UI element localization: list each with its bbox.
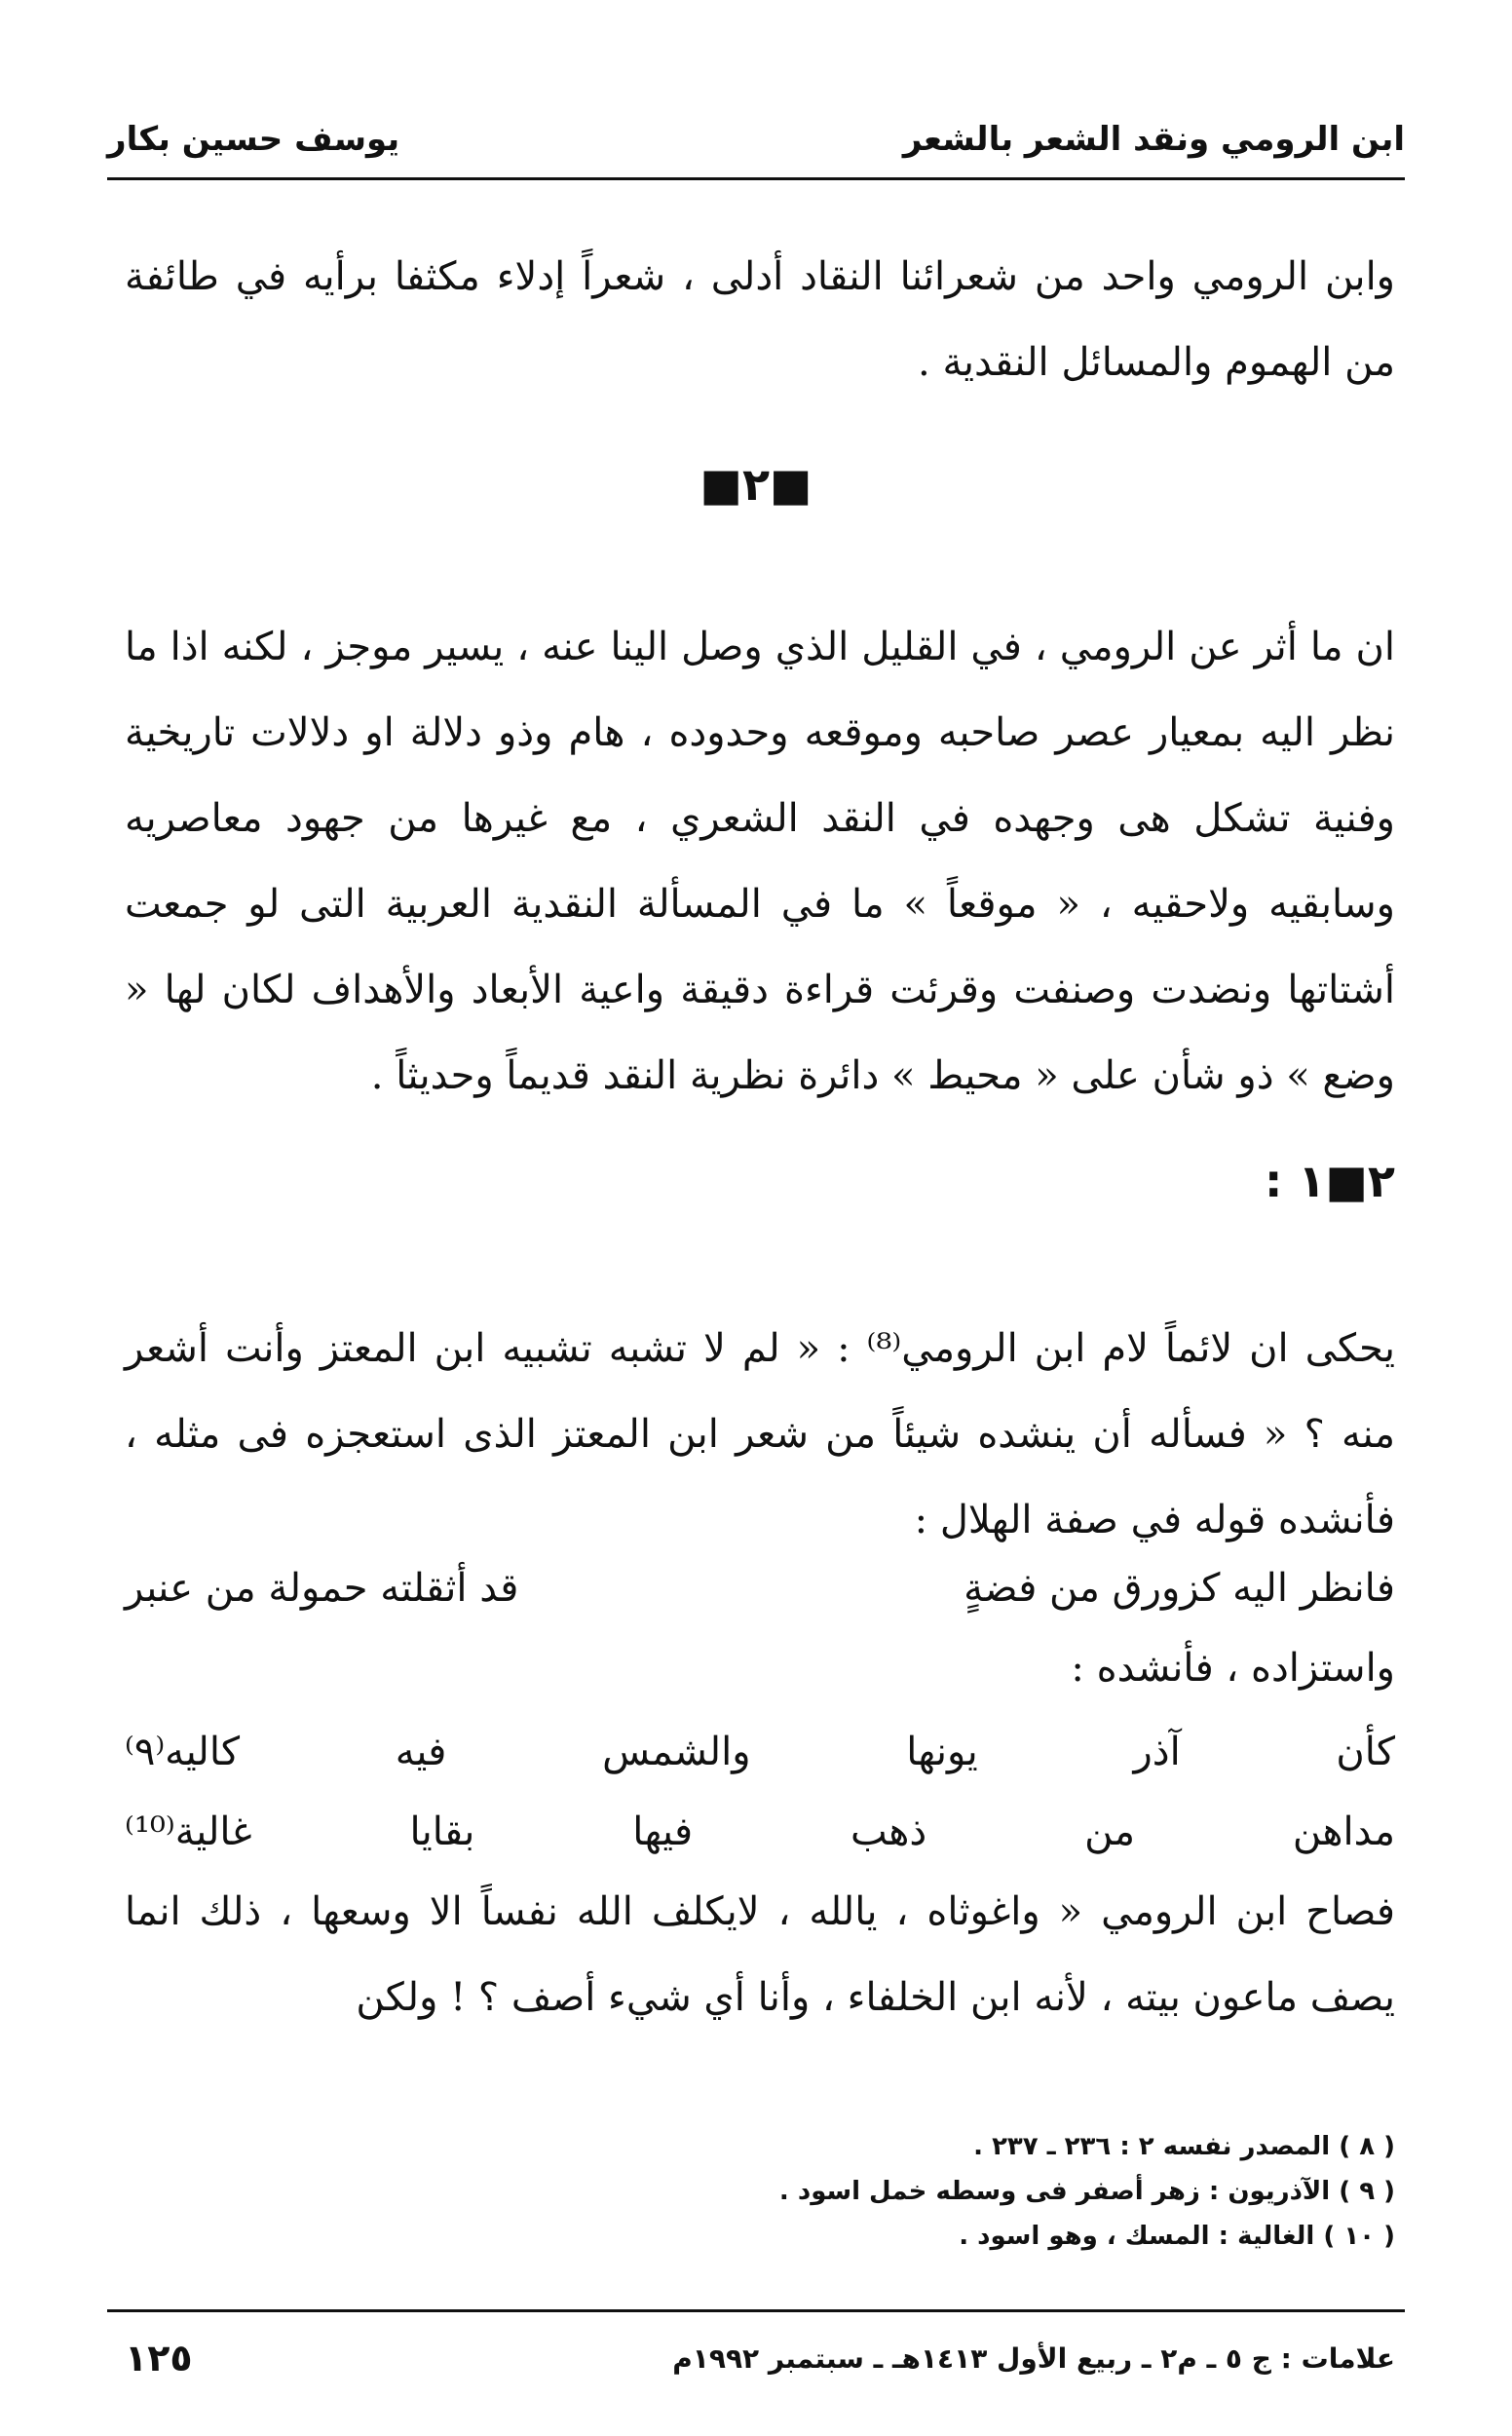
footer-divider bbox=[107, 2309, 1405, 2312]
book-title: ابن الرومي ونقد الشعر بالشعر bbox=[902, 120, 1405, 159]
verse-line-1 bbox=[125, 1549, 1395, 1627]
intro-paragraph: وابن الرومي واحد من شعرائنا النقاد أدلى ، شعراً إدلاء مكثفا برأيه في طائفة من الهموم والمسائل النقدية . bbox=[125, 254, 1395, 385]
verse-1-second-hemistich: قد أثقلته حمولة من عنبر bbox=[125, 1566, 519, 1611]
verse-word: غالية⁽¹⁰⁾ bbox=[125, 1809, 252, 1854]
verse-word: من bbox=[1084, 1809, 1135, 1854]
verse-word: مداهن bbox=[1292, 1809, 1395, 1854]
section-heading-2: ■٢■ bbox=[699, 458, 813, 511]
verse-line-3 bbox=[125, 1793, 1395, 1871]
verse-1-first-hemistich: فانظر اليه كزورق من فضةٍ bbox=[964, 1566, 1395, 1611]
verse-word: فيها bbox=[632, 1809, 694, 1854]
running-header bbox=[107, 105, 1405, 173]
author-name: يوسف حسين بكار bbox=[107, 120, 400, 159]
footnote-8: ( ٨ ) المصدر نفسه ٢ : ٢٣٦ ـ ٢٣٧ . bbox=[973, 2132, 1395, 2161]
closing-paragraph: فصاح ابن الرومي « واغوثاه ، يالله ، لايكلف الله نفساً الا وسعها ، ذلك انما يصف ماعون بيته ، لأنه ابن الخلفاء ، وأنا أي شيء أصف ؟ ! ولكن bbox=[125, 1889, 1395, 2020]
verse-word: بقايا bbox=[409, 1809, 475, 1854]
section-2-paragraph: ان ما أثر عن الرومي ، في القليل الذي وصل الينا عنه ، يسير موجز ، لكنه اذا ما نظر اليه بمعيار عصر صاحبه وموقعه وحدوده ، هام وذو دلالة او دلالات تاريخية وفنية تشكل هى وجهده في النقد الشعري ، مع غيرها من جهود معاصريه وسابقيه ولاحقيه ، « موقعاً » ما في المسألة النقدية العربية التى لو جمعت أشتاتها ونضدت وصنفت وقرئت قراءة دقيقة واعية الأبعاد والأهداف لكان لها « وضع » ذو شأن على « محيط » دائرة نظرية النقد قديماً وحديثاً . bbox=[125, 625, 1395, 1098]
page-footer bbox=[125, 2324, 1395, 2392]
verse-line-2 bbox=[125, 1713, 1395, 1791]
verse-word: كأن bbox=[1336, 1730, 1395, 1774]
footnote-10: ( ١٠ ) الغالية : المسك ، وهو اسود . bbox=[959, 2222, 1395, 2251]
anecdote-continuation: واستزاده ، فأنشده : bbox=[1071, 1646, 1395, 1691]
journal-citation: علامات : ج ٥ ـ م٢ ـ ربيع الأول ١٤١٣هـ ـ سبتمبر ١٩٩٢م bbox=[672, 2341, 1395, 2375]
verse-word: ذهب bbox=[850, 1809, 927, 1854]
verse-word: كاليه⁽٩⁾ bbox=[125, 1730, 241, 1774]
page-number: ١٢٥ bbox=[125, 2337, 193, 2379]
header-divider bbox=[107, 177, 1405, 180]
verse-word: آذر bbox=[1133, 1730, 1181, 1774]
verse-word: فيه bbox=[395, 1730, 447, 1774]
anecdote-paragraph: يحكى ان لائماً لام ابن الرومي⁽⁸⁾ : « لم لا تشبه تشبيه ابن المعتز وأنت أشعر منه ؟ « فسأله أن ينشده شيئاً من شعر ابن المعتز الذى استعجزه فى مثله ، فأنشده قوله في صفة الهلال : bbox=[125, 1326, 1395, 1542]
section-heading-2-1: ٢■١ : bbox=[1264, 1155, 1395, 1207]
footnote-9: ( ٩ ) الآذريون : زهر أصفر فى وسطه خمل اسود . bbox=[778, 2177, 1395, 2206]
verse-word: والشمس bbox=[602, 1730, 751, 1774]
footnotes bbox=[125, 2124, 1395, 2259]
verse-word: يونها bbox=[906, 1730, 978, 1774]
